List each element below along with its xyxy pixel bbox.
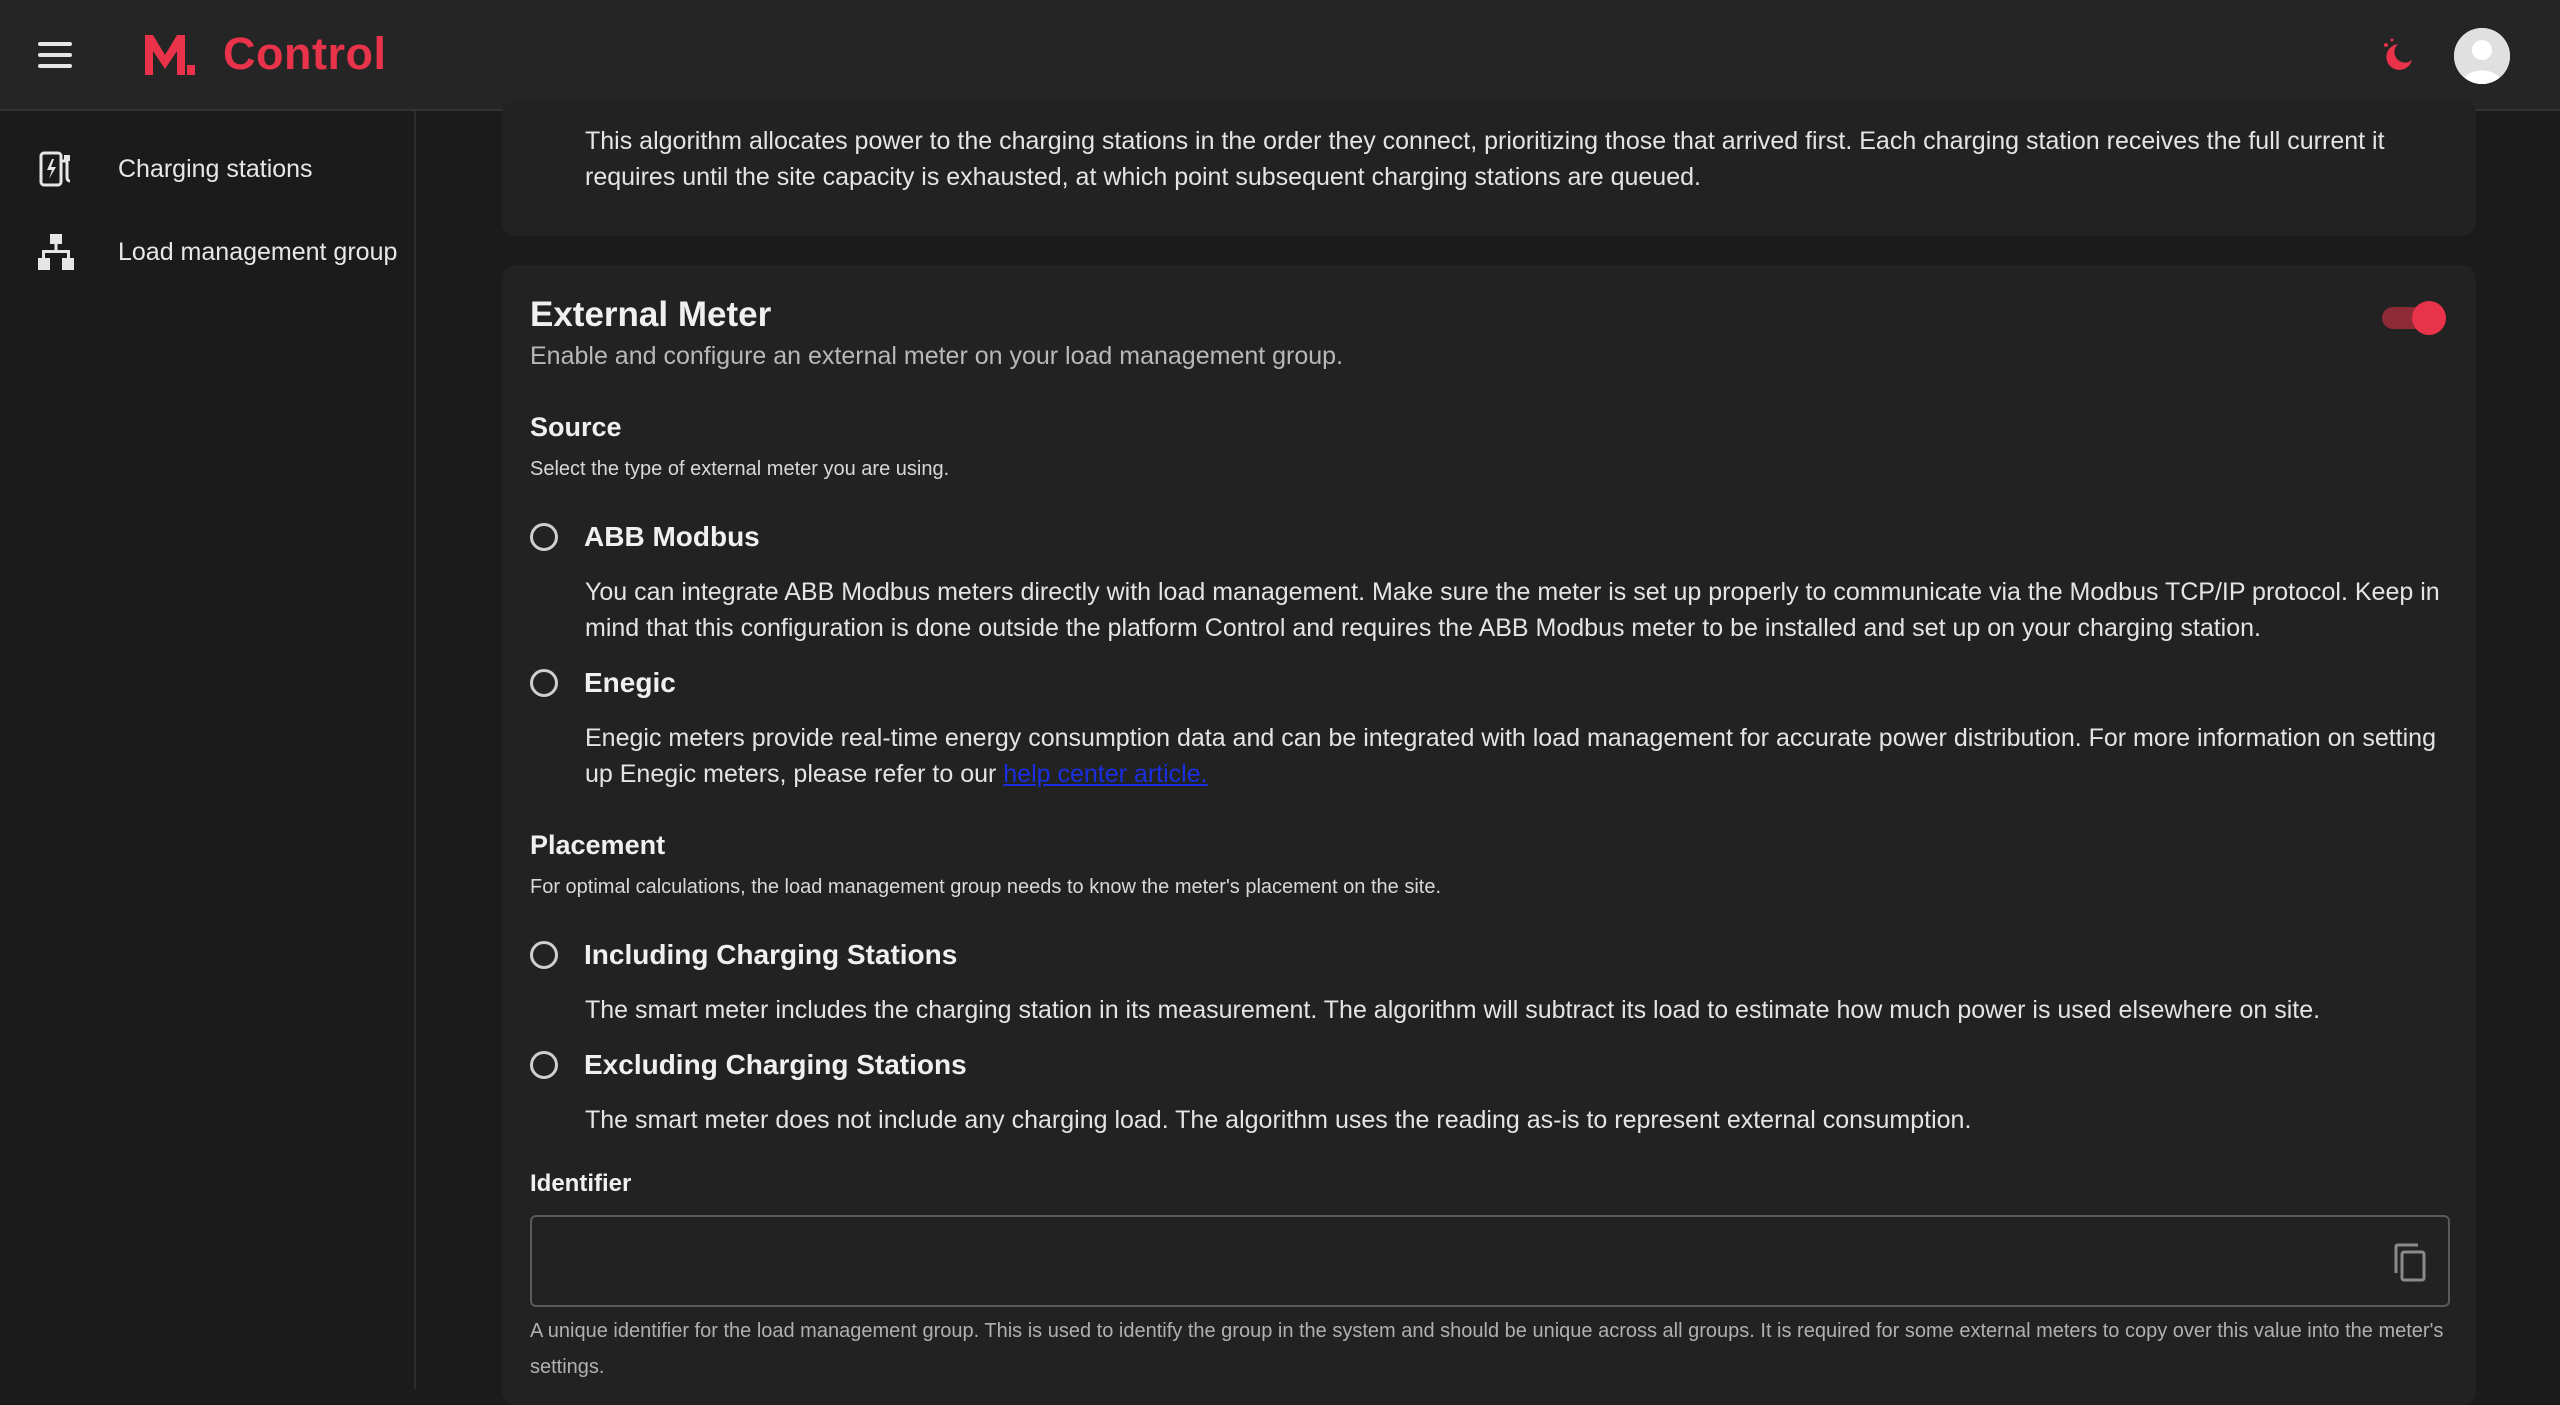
- including-description: The smart meter includes the charging station in its measurement. The algorithm will subtract its load to estimate how much power is used elsewhere on site.: [585, 996, 2321, 1024]
- identifier-helper-text: A unique identifier for the load management group. This is used to identify the group in the system and should be unique across all groups. It is required for some external meters to copy over this value into the meter's settings.: [530, 1320, 2444, 1378]
- menu-icon[interactable]: [38, 42, 72, 68]
- radio-label: Enegic: [584, 667, 676, 698]
- identifier-input[interactable]: [530, 1215, 2450, 1307]
- placement-subtitle: For optimal calculations, the load management group needs to know the meter's placement on the site.: [530, 876, 1441, 898]
- external-meter-title: External Meter: [530, 295, 772, 334]
- user-icon: [2454, 28, 2510, 84]
- logo-mark-icon: [143, 31, 195, 77]
- radio-including-charging-stations[interactable]: [530, 935, 957, 975]
- radio-label: Excluding Charging Stations: [584, 1049, 967, 1080]
- charging-station-icon: [38, 149, 74, 189]
- radio-button[interactable]: [530, 669, 558, 697]
- sidebar-item-label: Charging stations: [118, 154, 313, 183]
- radio-abb-modbus[interactable]: [530, 517, 760, 557]
- algorithm-card: [502, 100, 2476, 236]
- enegic-description-text: Enegic meters provide real-time energy consumption data and can be integrated with load management for accurate power distribution. For more information on setting up Enegic meters, please refer to our: [585, 724, 2436, 788]
- identifier-label: Identifier: [530, 1170, 632, 1197]
- radio-button[interactable]: [530, 523, 558, 551]
- radio-button[interactable]: [530, 941, 558, 969]
- external-meter-subtitle: Enable and configure an external meter on your load management group.: [530, 342, 1344, 370]
- sidebar: [0, 111, 416, 1389]
- placement-title: Placement: [530, 830, 666, 860]
- external-meter-toggle[interactable]: [2382, 301, 2448, 335]
- top-bar: [0, 0, 2560, 111]
- radio-label: ABB Modbus: [584, 521, 760, 552]
- hierarchy-icon: [38, 232, 74, 272]
- algorithm-description: This algorithm allocates power to the charging stations in the order they connect, prioritizing those that arrived first. Each charging station receives the full current it requires until the site capacity is exhausted, at which point subsequent charging stations are queued.: [585, 127, 2385, 191]
- radio-enegic[interactable]: [530, 663, 676, 703]
- enegic-description: [585, 720, 2455, 792]
- source-title: Source: [530, 412, 622, 442]
- copy-icon[interactable]: [2392, 1243, 2428, 1283]
- help-center-link[interactable]: help center article.: [1003, 760, 1208, 788]
- sidebar-item-load-management-group[interactable]: [0, 216, 414, 288]
- radio-button[interactable]: [530, 1051, 558, 1079]
- external-meter-card: [502, 265, 2476, 1405]
- app-name: Control: [223, 28, 387, 79]
- source-subtitle: Select the type of external meter you are using.: [530, 458, 950, 480]
- radio-label: Including Charging Stations: [584, 939, 958, 970]
- radio-excluding-charging-stations[interactable]: [530, 1045, 967, 1085]
- excluding-description: The smart meter does not include any charging load. The algorithm uses the reading as-is to represent external consumption.: [585, 1106, 1972, 1134]
- sidebar-item-label: Load management group: [118, 237, 398, 266]
- logo[interactable]: [143, 26, 386, 82]
- abb-modbus-description: You can integrate ABB Modbus meters directly with load management. Make sure the meter is set up properly to communicate via the Modbus TCP/IP protocol. Keep in mind that this configuration is done outside the platform Control and requires the ABB Modbus meter to be installed and set up on your charging station.: [585, 578, 2440, 642]
- sidebar-item-charging-stations[interactable]: [0, 133, 414, 205]
- avatar[interactable]: [2454, 28, 2510, 84]
- dark-mode-icon[interactable]: [2376, 36, 2416, 76]
